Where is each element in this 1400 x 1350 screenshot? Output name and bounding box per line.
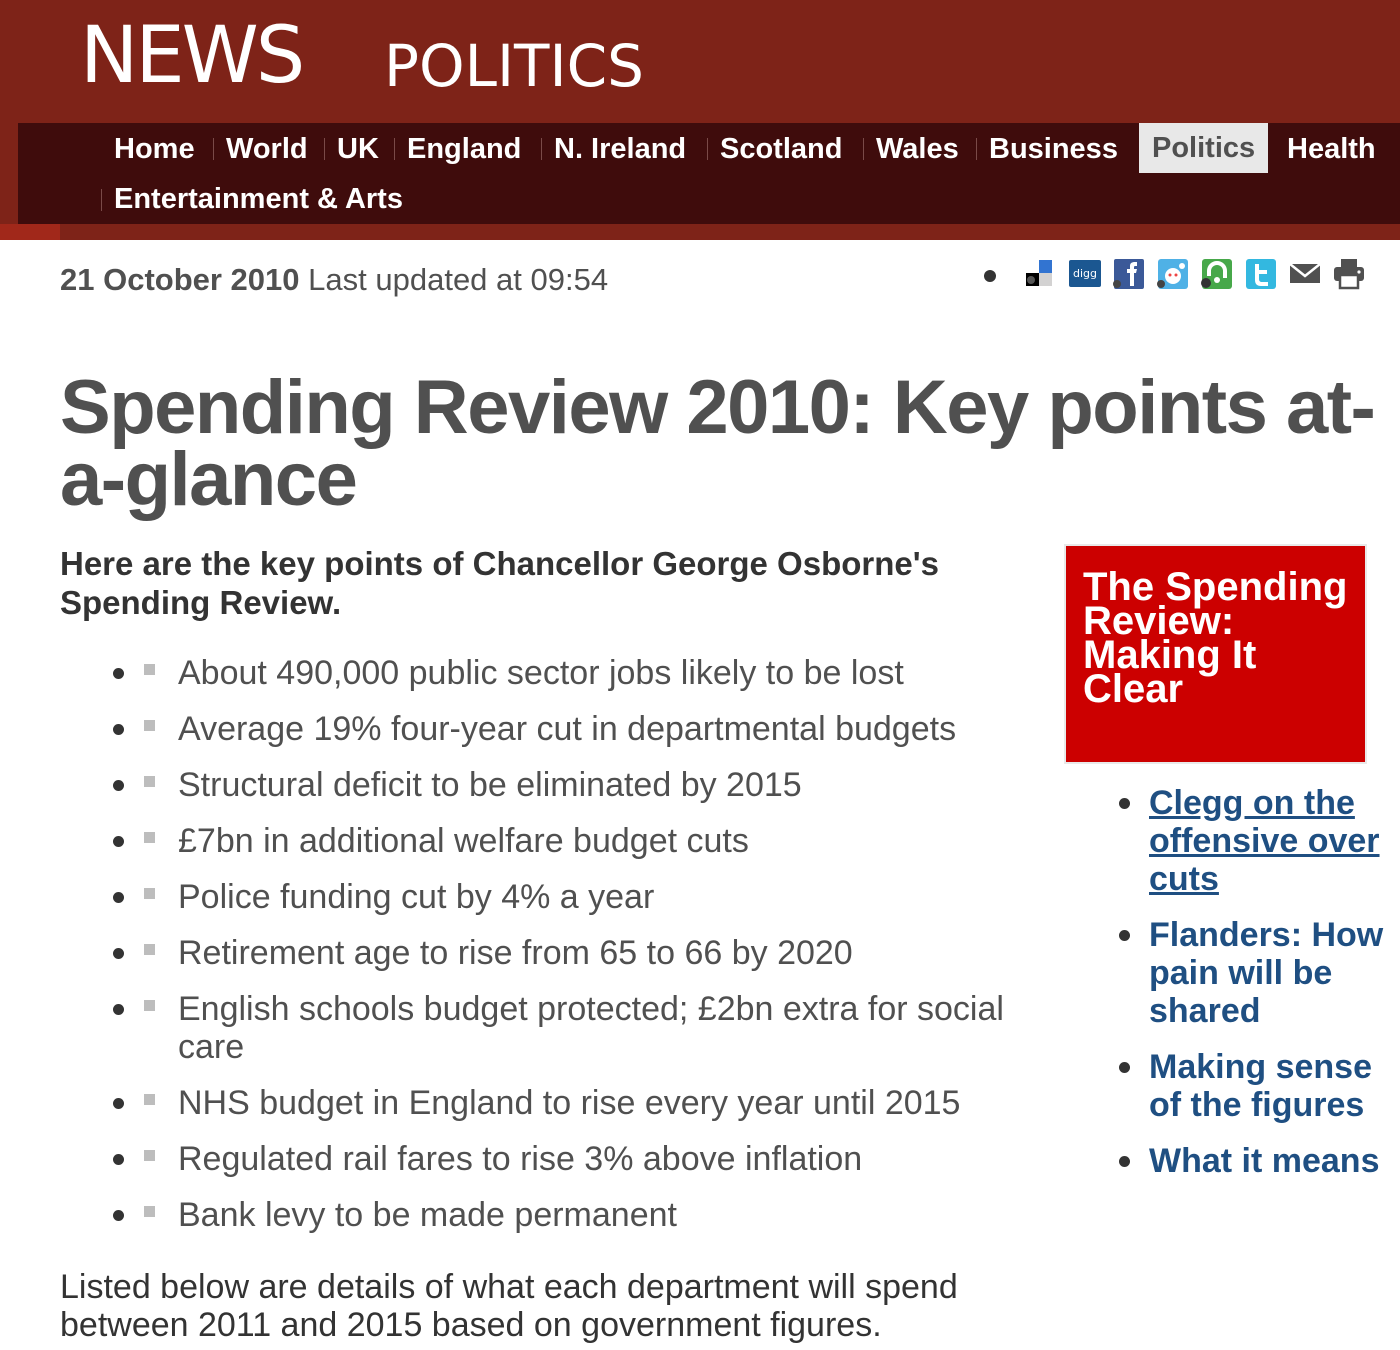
- nav-item-uk[interactable]: UK: [337, 133, 379, 165]
- list-item: [110, 710, 1040, 748]
- digg-icon[interactable]: [1068, 256, 1102, 290]
- bullet-square: [144, 776, 155, 787]
- delicious-icon[interactable]: [1022, 256, 1056, 290]
- article-outro: Listed below are details of what each department will spend between 2011 and 2015 based on government figures.: [60, 1268, 958, 1344]
- nav-item-home[interactable]: Home: [114, 133, 195, 165]
- bullet-square: [144, 1000, 155, 1011]
- related-link-figures[interactable]: Making sense of the figures: [1149, 1048, 1372, 1124]
- list-item: [1116, 1048, 1386, 1124]
- stumbleupon-icon[interactable]: [1200, 256, 1234, 290]
- key-point-text: Regulated rail fares to rise 3% above inflation: [178, 1140, 863, 1178]
- reddit-icon[interactable]: [1156, 256, 1190, 290]
- share-bullet: [984, 270, 996, 282]
- spending-review-promo[interactable]: [1064, 544, 1367, 764]
- list-item: [1116, 916, 1386, 1030]
- bullet-dot: [113, 948, 124, 959]
- brand-logo[interactable]: NEWS: [80, 11, 303, 101]
- nav-item-politics[interactable]: Politics: [1139, 123, 1268, 173]
- bullet-square: [144, 832, 155, 843]
- key-point-text: £7bn in additional welfare budget cuts: [178, 822, 749, 860]
- list-item: [110, 766, 1040, 804]
- section-title[interactable]: POLITICS: [384, 32, 644, 100]
- list-item: [110, 1084, 1040, 1122]
- bullet-square: [144, 1094, 155, 1105]
- bullet-dot: [113, 836, 124, 847]
- bullet-square: [144, 888, 155, 899]
- key-point-text: Police funding cut by 4% a year: [178, 878, 655, 916]
- bullet-square: [144, 944, 155, 955]
- list-item: [110, 1140, 1040, 1178]
- nav-item-n-ireland[interactable]: N. Ireland: [554, 133, 687, 165]
- key-point-text: Average 19% four-year cut in departmental budgets: [178, 710, 957, 748]
- page-title: Spending Review 2010: Key points at-a-glance: [60, 365, 1375, 522]
- masthead: [0, 0, 1400, 240]
- related-link-flanders[interactable]: Flanders: How pain will be shared: [1149, 916, 1384, 1030]
- bullet-square: [144, 720, 155, 731]
- related-link-clegg[interactable]: Clegg on the offensive over cuts: [1149, 784, 1380, 898]
- list-item: [110, 934, 1040, 972]
- dateline: [60, 262, 608, 298]
- bullet-square: [144, 1206, 155, 1217]
- key-point-text: English schools budget protected; £2bn extra for social care: [178, 990, 1004, 1066]
- list-item: [1116, 1142, 1386, 1180]
- article-intro: Here are the key points of Chancellor George Osborne's Spending Review.: [60, 545, 939, 621]
- key-points-list: [110, 654, 1040, 1252]
- bullet-dot: [113, 892, 124, 903]
- svg-text:digg: digg: [1072, 267, 1098, 280]
- list-item: [110, 878, 1040, 916]
- twitter-icon[interactable]: [1244, 256, 1278, 290]
- bullet-dot: [1119, 798, 1130, 809]
- last-updated: Last updated at 09:54: [308, 262, 609, 297]
- bullet-dot: [1119, 1156, 1130, 1167]
- nav-item-entertainment-arts[interactable]: Entertainment & Arts: [114, 183, 403, 215]
- key-point-text: Retirement age to rise from 65 to 66 by 2020: [178, 934, 853, 972]
- nav-bar: [18, 123, 1400, 224]
- facebook-icon[interactable]: [1112, 256, 1146, 290]
- key-point-text: Structural deficit to be eliminated by 2015: [178, 766, 802, 804]
- bullet-dot: [113, 1098, 124, 1109]
- list-item: [110, 990, 1040, 1066]
- related-link-what-it-means[interactable]: What it means: [1149, 1142, 1380, 1180]
- nav-item-england[interactable]: England: [407, 133, 522, 165]
- bullet-dot: [113, 780, 124, 791]
- nav-item-business[interactable]: Business: [989, 133, 1118, 165]
- email-icon[interactable]: [1288, 256, 1322, 290]
- bullet-dot: [113, 1004, 124, 1015]
- bullet-dot: [1119, 930, 1130, 941]
- related-links: [1116, 784, 1386, 1198]
- bullet-square: [144, 664, 155, 675]
- list-item: [110, 1196, 1040, 1234]
- bullet-dot: [1119, 1062, 1130, 1073]
- promo-title: The Spending Review: Making It Clear: [1083, 565, 1348, 711]
- bullet-dot: [113, 1154, 124, 1165]
- masthead-edge: [0, 224, 60, 240]
- bullet-dot: [113, 724, 124, 735]
- nav-item-scotland[interactable]: Scotland: [720, 133, 843, 165]
- article-date: 21 October 2010: [60, 262, 300, 297]
- nav-item-world[interactable]: World: [226, 133, 308, 165]
- list-item: [110, 654, 1040, 692]
- list-item: [110, 822, 1040, 860]
- bullet-dot: [113, 1210, 124, 1221]
- bullet-square: [144, 1150, 155, 1161]
- key-point-text: About 490,000 public sector jobs likely to be lost: [178, 654, 904, 692]
- bullet-dot: [113, 668, 124, 679]
- nav-item-wales[interactable]: Wales: [876, 133, 959, 165]
- key-point-text: NHS budget in England to rise every year until 2015: [178, 1084, 961, 1122]
- list-item: [1116, 784, 1386, 898]
- key-point-text: Bank levy to be made permanent: [178, 1196, 677, 1234]
- print-icon[interactable]: [1332, 256, 1366, 290]
- nav-item-health[interactable]: Health: [1287, 133, 1376, 165]
